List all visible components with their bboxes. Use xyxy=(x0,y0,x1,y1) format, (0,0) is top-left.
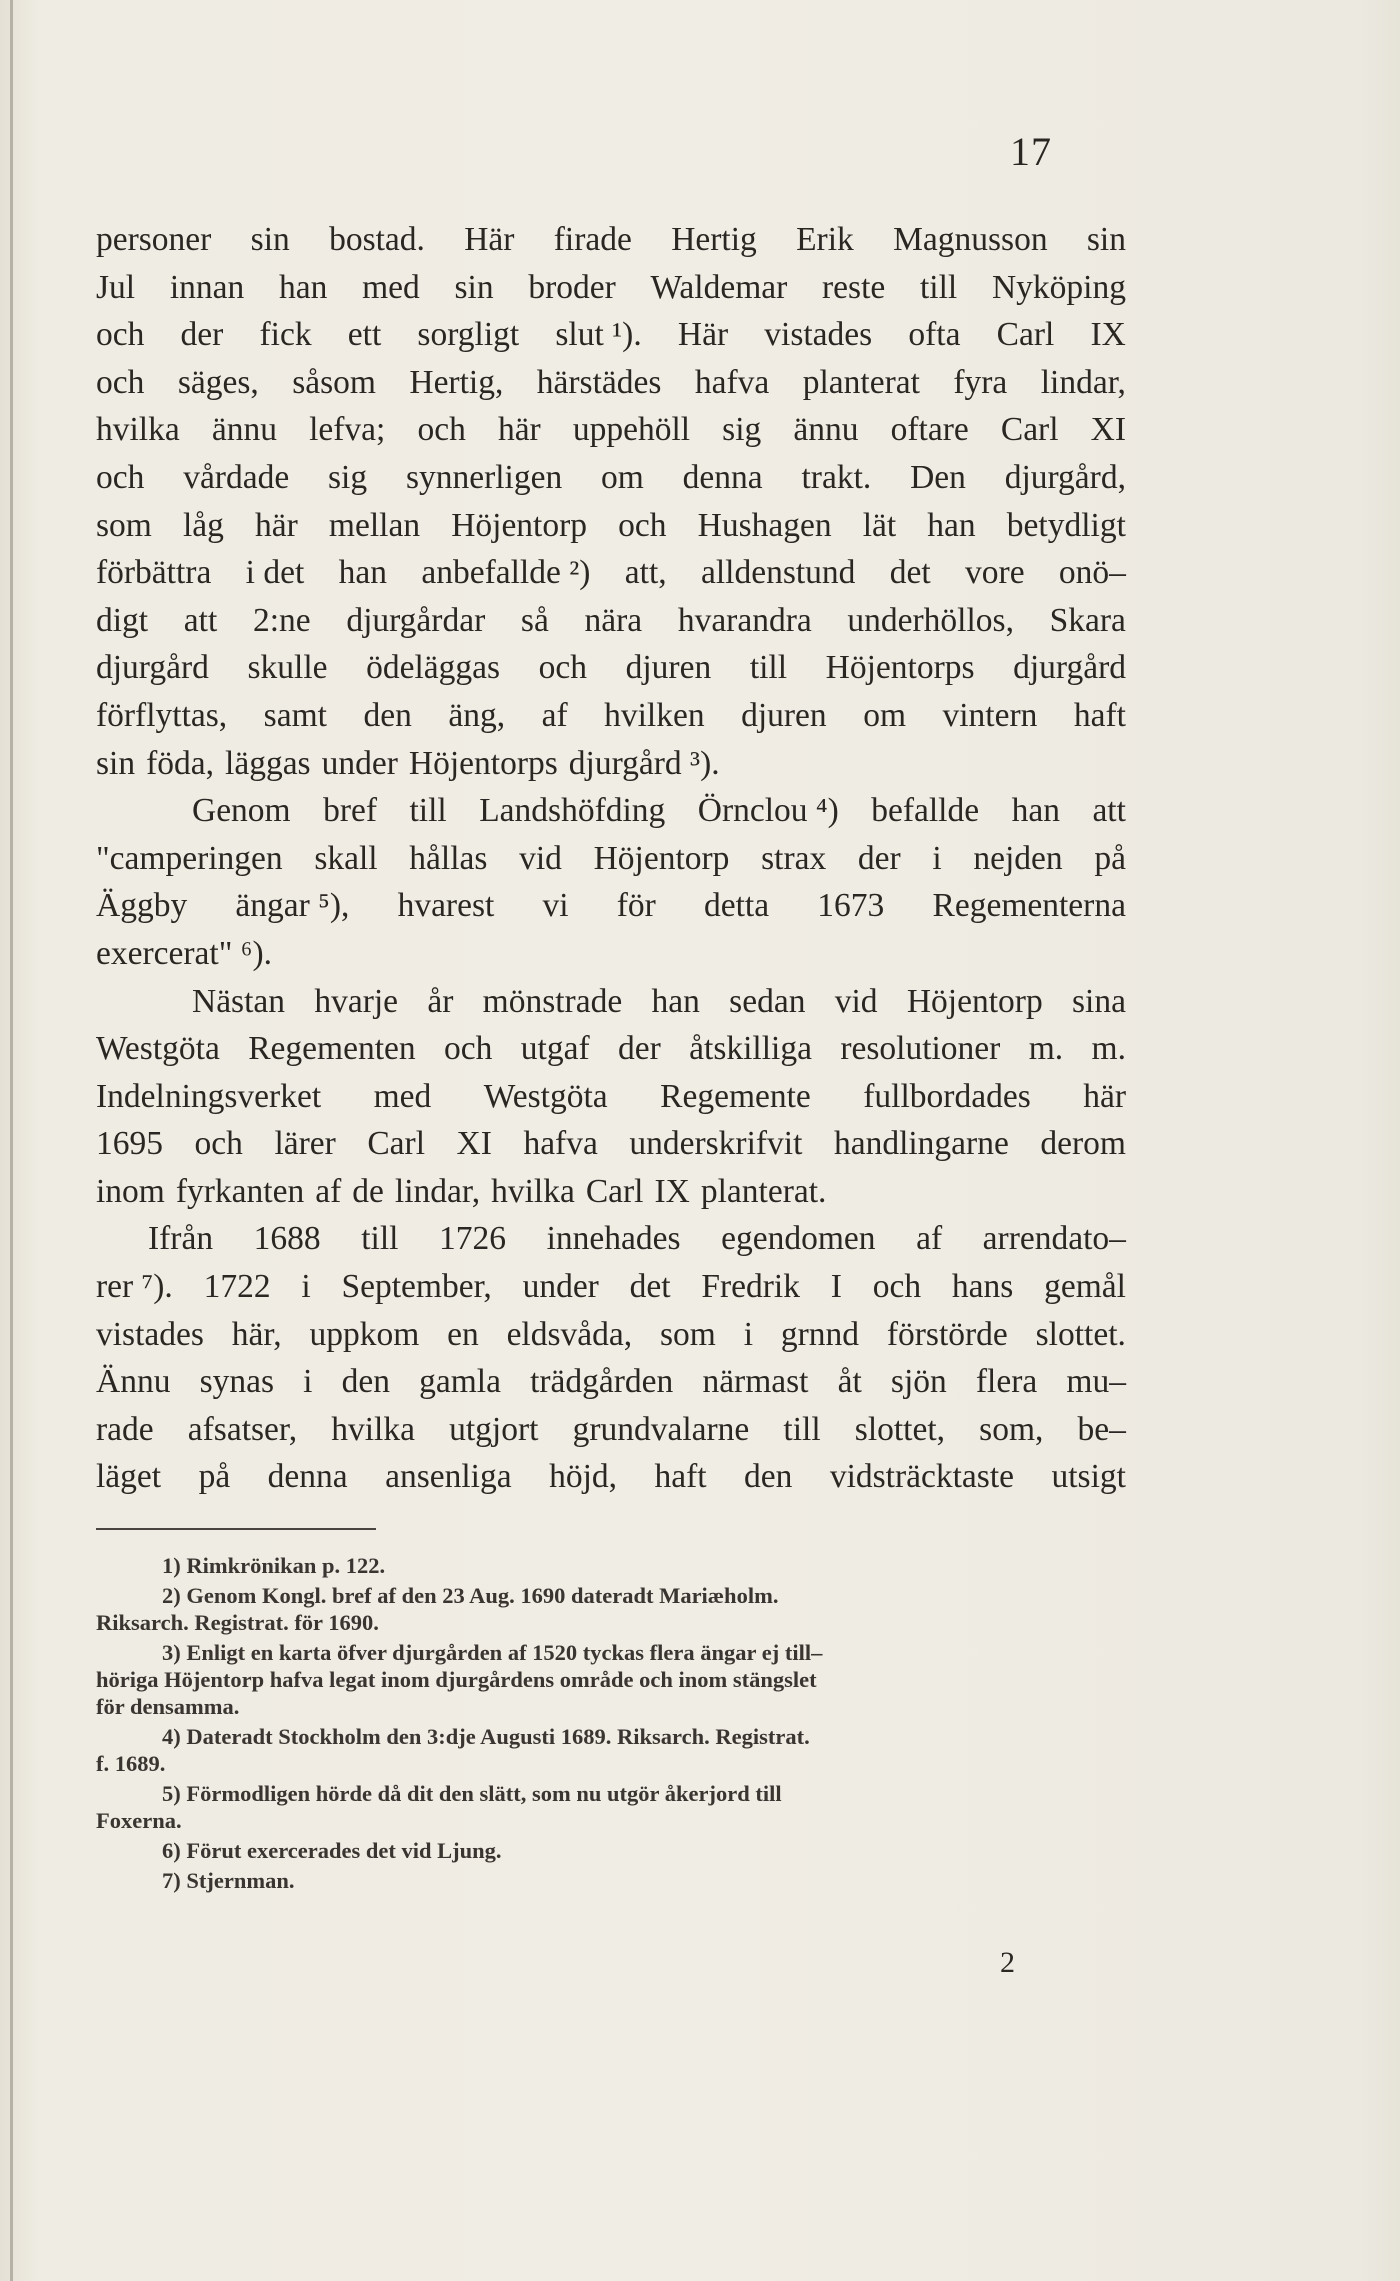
word: Nyköping xyxy=(991,268,1126,306)
word: Höjentorps xyxy=(408,744,558,782)
word: fyrkanten xyxy=(175,1172,305,1210)
word: förbättra xyxy=(96,554,212,592)
word: den xyxy=(341,1363,390,1401)
text-line xyxy=(96,882,1126,930)
word: ängar ⁵), xyxy=(235,887,350,925)
word: Hertig xyxy=(671,221,757,258)
word: och xyxy=(444,1030,493,1068)
word: rade xyxy=(96,1410,154,1448)
word: så xyxy=(520,601,549,639)
word: det xyxy=(629,1268,671,1306)
word: den xyxy=(363,696,412,734)
word: och xyxy=(96,458,145,496)
word: den xyxy=(744,1458,793,1496)
word: sin xyxy=(250,221,290,258)
word: Carl xyxy=(367,1125,426,1163)
word: Indelningsverket xyxy=(96,1077,322,1115)
word: inom xyxy=(96,1172,165,1210)
word: mönstrade xyxy=(482,982,623,1020)
word: här xyxy=(497,411,541,449)
word: synas xyxy=(199,1363,275,1401)
word: här, xyxy=(231,1315,282,1353)
word: Höjentorp xyxy=(906,982,1043,1020)
word: i xyxy=(932,839,942,877)
word: bostad. xyxy=(329,221,425,258)
word: Magnusson xyxy=(893,221,1048,258)
word: uppkom xyxy=(309,1315,420,1353)
word: och xyxy=(96,363,145,401)
word: till xyxy=(361,1220,399,1258)
word: oftare xyxy=(890,411,969,449)
word: Äggby xyxy=(96,887,188,925)
word: att xyxy=(183,601,218,639)
text-line xyxy=(96,1406,1126,1454)
word: vidsträcktaste xyxy=(829,1458,1015,1496)
word: här xyxy=(1083,1077,1126,1115)
word: 1726 xyxy=(439,1220,507,1258)
word: hvarje xyxy=(314,982,399,1020)
word: ansenliga xyxy=(385,1458,512,1496)
word: lindar, xyxy=(1040,363,1126,401)
text-line xyxy=(96,1025,1126,1073)
word: om xyxy=(601,458,644,496)
word: och xyxy=(872,1268,922,1306)
word: m. xyxy=(1028,1030,1064,1068)
word: Höjentorp xyxy=(593,839,730,877)
word: låg xyxy=(182,506,224,544)
word: grundvalarne xyxy=(572,1410,750,1448)
word: fullbordades xyxy=(863,1077,1031,1115)
word: innehades xyxy=(546,1220,681,1258)
word: han xyxy=(338,554,387,592)
word: läggas xyxy=(225,744,311,782)
text-line xyxy=(96,1263,1126,1311)
word: ännu xyxy=(211,411,277,449)
word: djurgård, xyxy=(1004,458,1126,496)
word: ännu xyxy=(793,411,859,449)
footnote-line: 5) Förmodligen hörde då dit den slätt, som nu utgör åkerjord till xyxy=(162,1781,782,1806)
text-line xyxy=(96,216,1126,264)
word: exercerat" ⁶). xyxy=(96,934,272,972)
word: till xyxy=(749,649,788,687)
word: Westgöta xyxy=(96,1030,220,1068)
word: XI xyxy=(456,1125,492,1163)
word: egendomen xyxy=(721,1220,876,1258)
word: sig xyxy=(328,458,368,496)
word: IX xyxy=(1090,316,1126,354)
word: Landshöfding xyxy=(479,792,666,830)
word: sina xyxy=(1072,982,1126,1020)
word: trädgården xyxy=(530,1363,674,1401)
word: Höjentorps xyxy=(825,649,975,687)
word: han xyxy=(927,506,976,544)
text-line xyxy=(96,454,1126,502)
word: han xyxy=(278,268,328,306)
word: Här xyxy=(464,221,515,258)
word: planterat xyxy=(802,363,920,401)
footnote-line: f. 1689. xyxy=(96,1751,166,1776)
word: han xyxy=(651,982,700,1020)
word: skulle xyxy=(247,649,328,687)
word: och xyxy=(96,316,145,354)
word: gemål xyxy=(1044,1268,1126,1306)
word: nejden xyxy=(973,839,1063,877)
word: djurgård xyxy=(96,649,209,687)
word: denna xyxy=(267,1458,348,1496)
word: Här xyxy=(677,316,729,354)
word: denna xyxy=(682,458,763,496)
word: Genom xyxy=(192,792,291,830)
word: reste xyxy=(822,268,886,306)
word: skall xyxy=(314,839,378,877)
page-number: 17 xyxy=(1010,129,1052,174)
word: Hertig, xyxy=(409,363,504,401)
word: hållas xyxy=(409,839,488,877)
word: vistades xyxy=(96,1315,204,1353)
word: Ifrån xyxy=(148,1220,214,1258)
word: 2:ne xyxy=(252,601,311,639)
word: slottet, xyxy=(854,1410,946,1448)
word: sin xyxy=(1086,221,1126,258)
word: djuren xyxy=(625,649,712,687)
word: sorgligt xyxy=(417,316,520,354)
word: grnnd xyxy=(780,1315,859,1353)
word: mu– xyxy=(1066,1363,1126,1401)
word: och xyxy=(417,411,466,449)
word: förstörde xyxy=(886,1315,1008,1353)
word: planterat. xyxy=(700,1172,827,1210)
word: 1722 xyxy=(203,1268,271,1306)
word: af xyxy=(541,696,568,734)
word: han xyxy=(1011,792,1060,830)
word: Westgöta xyxy=(483,1077,608,1115)
main-text xyxy=(96,216,1126,1501)
word: sjön xyxy=(890,1363,947,1401)
word: hafva xyxy=(523,1125,598,1163)
word: befallde xyxy=(871,792,980,830)
word: i det xyxy=(245,554,305,592)
word: sig xyxy=(722,411,762,449)
word: och xyxy=(618,506,667,544)
word: sin xyxy=(454,268,494,306)
word: handlingarne xyxy=(833,1125,1009,1163)
word: synnerligen xyxy=(405,458,563,496)
word: Nästan xyxy=(192,982,286,1020)
footnote-line: 4) Dateradt Stockholm den 3:dje Augusti 1689. Riksarch. Registrat. xyxy=(162,1724,810,1749)
word: vid xyxy=(834,982,878,1020)
word: härstädes xyxy=(536,363,662,401)
word: ett xyxy=(347,316,382,354)
word: 1673 xyxy=(817,887,885,925)
word: ofta xyxy=(908,316,961,354)
word: "camperingen xyxy=(96,839,283,877)
word: rer ⁷). xyxy=(96,1268,173,1306)
word: läget xyxy=(96,1458,162,1496)
word: till xyxy=(919,268,958,306)
word: år xyxy=(427,982,454,1020)
word: i xyxy=(743,1315,753,1353)
word: äng, xyxy=(448,696,506,734)
word: sin xyxy=(96,744,136,782)
word: lät xyxy=(862,506,897,544)
word: digt xyxy=(96,601,149,639)
word: lefva; xyxy=(309,411,386,449)
word: personer xyxy=(96,221,212,258)
word: för xyxy=(616,887,656,925)
word: utsigt xyxy=(1051,1458,1126,1496)
word: hans xyxy=(951,1268,1014,1306)
word: der xyxy=(617,1030,661,1068)
text-line xyxy=(96,978,1126,1026)
word: flera xyxy=(975,1363,1038,1401)
word: anbefallde ²) xyxy=(421,554,591,592)
word: strax xyxy=(761,839,827,877)
word: djurgård xyxy=(1013,649,1126,687)
word: resolutioner xyxy=(840,1030,1001,1068)
text-line xyxy=(96,406,1126,454)
word: Skara xyxy=(1049,601,1126,639)
word: IX xyxy=(654,1172,690,1210)
word: vintern xyxy=(942,696,1038,734)
word: som xyxy=(96,506,152,544)
word: trakt. xyxy=(801,458,872,496)
page-binding-edge xyxy=(10,0,13,2281)
footnote-line: Riksarch. Registrat. för 1690. xyxy=(96,1610,379,1635)
word: hvilken xyxy=(604,696,705,734)
text-line xyxy=(96,644,1126,692)
word: vid xyxy=(519,839,562,877)
word: djurgård ³). xyxy=(568,744,720,782)
word: på xyxy=(198,1458,231,1496)
word: detta xyxy=(704,887,770,925)
word: under xyxy=(522,1268,599,1306)
word: lärer xyxy=(274,1125,336,1163)
word: till xyxy=(409,792,447,830)
word: Höjentorp xyxy=(451,506,588,544)
word: XI xyxy=(1090,411,1126,449)
word: Fredrik xyxy=(701,1268,800,1306)
word: under xyxy=(321,744,398,782)
word: det xyxy=(889,554,931,592)
word: broder xyxy=(528,268,616,306)
word: hvilka xyxy=(491,1172,575,1210)
text-line xyxy=(96,1120,1126,1168)
word: lindar, xyxy=(394,1172,481,1210)
word: som, xyxy=(979,1410,1044,1448)
word: föda, xyxy=(146,744,215,782)
word: hvilka xyxy=(96,411,180,449)
word: slut ¹). xyxy=(555,316,642,354)
text-line xyxy=(96,1215,1126,1263)
word: vistades xyxy=(764,316,873,354)
word: sedan xyxy=(729,982,806,1020)
word: onö– xyxy=(1058,554,1126,592)
word: hvarest xyxy=(397,887,495,925)
text-line xyxy=(96,740,1126,788)
word: Regemente xyxy=(660,1077,811,1115)
word: utgaf xyxy=(520,1030,590,1068)
word: September, xyxy=(341,1268,492,1306)
word: och xyxy=(538,649,588,687)
word: i xyxy=(303,1363,313,1401)
word: djurgårdar xyxy=(346,601,486,639)
text-line xyxy=(96,549,1126,597)
text-line xyxy=(96,502,1126,550)
word: med xyxy=(362,268,420,306)
word: eldsvåda, xyxy=(506,1315,633,1353)
word: Carl xyxy=(996,316,1055,354)
word: om xyxy=(863,696,906,734)
word: I xyxy=(830,1268,842,1306)
text-line xyxy=(96,930,1126,978)
word: innan xyxy=(169,268,245,306)
word: nära xyxy=(584,601,643,639)
word: åt xyxy=(837,1363,862,1401)
text-line xyxy=(96,787,1126,835)
footnote-line: 2) Genom Kongl. bref af den 23 Aug. 1690 dateradt Mariæholm. xyxy=(162,1583,779,1608)
word: underskrifvit xyxy=(629,1125,803,1163)
footnote-line: 6) Förut exercerades det vid Ljung. xyxy=(162,1838,502,1863)
word: Erik xyxy=(796,221,854,258)
text-line xyxy=(96,1358,1126,1406)
word: af xyxy=(916,1220,943,1258)
word: underhöllos, xyxy=(847,601,1014,639)
word: vore xyxy=(965,554,1025,592)
word: en xyxy=(447,1315,479,1353)
word: 1688 xyxy=(253,1220,321,1258)
word: gamla xyxy=(419,1363,501,1401)
word: åtskilliga xyxy=(689,1030,812,1068)
word: säges, xyxy=(177,363,259,401)
footnote-line: 7) Stjernman. xyxy=(162,1868,295,1893)
footnote-line: Foxerna. xyxy=(96,1808,182,1833)
word: närmast xyxy=(702,1363,809,1401)
word: be– xyxy=(1077,1410,1126,1448)
word: afsatser, xyxy=(187,1410,298,1448)
word: och xyxy=(194,1125,243,1163)
word: på xyxy=(1094,839,1126,877)
footnotes xyxy=(96,1552,1126,1894)
word: haft xyxy=(654,1458,707,1496)
word: med xyxy=(373,1077,432,1115)
word: mellan xyxy=(328,506,421,544)
word: att xyxy=(1092,792,1126,830)
word: att, xyxy=(624,554,667,592)
word: betydligt xyxy=(1006,506,1126,544)
word: i xyxy=(301,1268,311,1306)
word: der xyxy=(857,839,901,877)
word: förflyttas, xyxy=(96,696,228,734)
word: hvarandra xyxy=(677,601,812,639)
text-line xyxy=(96,1453,1126,1501)
word: till xyxy=(783,1410,821,1448)
word: uppehöll xyxy=(572,411,691,449)
word: af xyxy=(315,1172,342,1210)
word: Jul xyxy=(96,268,136,306)
word: som xyxy=(659,1315,716,1353)
word: der xyxy=(180,316,224,354)
word: Carl xyxy=(1000,411,1059,449)
word: Hushagen xyxy=(697,506,832,544)
footnote-line: 1) Rimkrönikan p. 122. xyxy=(162,1553,386,1578)
word: vårdade xyxy=(183,458,290,496)
word: de xyxy=(352,1172,384,1210)
word: Regementen xyxy=(248,1030,416,1068)
word: samt xyxy=(263,696,327,734)
text-line xyxy=(96,1311,1126,1359)
word: vi xyxy=(542,887,569,925)
text-line xyxy=(96,359,1126,407)
footnote-line: höriga Höjentorp hafva legat inom djurgårdens område och inom stängslet xyxy=(96,1667,817,1692)
word: utgjort xyxy=(449,1410,539,1448)
text-line xyxy=(96,1168,1126,1216)
text-line xyxy=(96,835,1126,883)
text-line xyxy=(96,692,1126,740)
word: bref xyxy=(323,792,378,830)
text-line xyxy=(96,311,1126,359)
word: höjd, xyxy=(549,1458,617,1496)
word: derom xyxy=(1040,1125,1126,1163)
sheet-signature: 2 xyxy=(1000,1946,1015,1979)
footnote-separator xyxy=(96,1528,376,1530)
word: 1695 xyxy=(96,1125,163,1163)
word: Waldemar xyxy=(650,268,788,306)
word: slottet. xyxy=(1035,1315,1126,1353)
word: Örnclou ⁴) xyxy=(697,792,839,830)
word: Ännu xyxy=(96,1363,171,1401)
word: hafva xyxy=(694,363,770,401)
word: fick xyxy=(259,316,312,354)
word: firade xyxy=(553,221,632,258)
text-line xyxy=(96,1073,1126,1121)
footnote-line: 3) Enligt en karta öfver djurgården af 1520 tyckas flera ängar ej till– xyxy=(162,1640,823,1665)
word: fyra xyxy=(953,363,1008,401)
word: hvilka xyxy=(331,1410,415,1448)
word: haft xyxy=(1073,696,1126,734)
footnote-line: för densamma. xyxy=(96,1694,240,1719)
word: såsom xyxy=(292,363,376,401)
word: arrendato– xyxy=(982,1220,1126,1258)
word: alldenstund xyxy=(700,554,856,592)
word: här xyxy=(255,506,298,544)
word: Regementerna xyxy=(932,887,1126,925)
word: Carl xyxy=(585,1172,644,1210)
word: djuren xyxy=(741,696,827,734)
text-line xyxy=(96,264,1126,312)
word: ödeläggas xyxy=(366,649,501,687)
text-line xyxy=(96,597,1126,645)
word: Den xyxy=(910,458,966,496)
word: m. xyxy=(1091,1030,1126,1068)
